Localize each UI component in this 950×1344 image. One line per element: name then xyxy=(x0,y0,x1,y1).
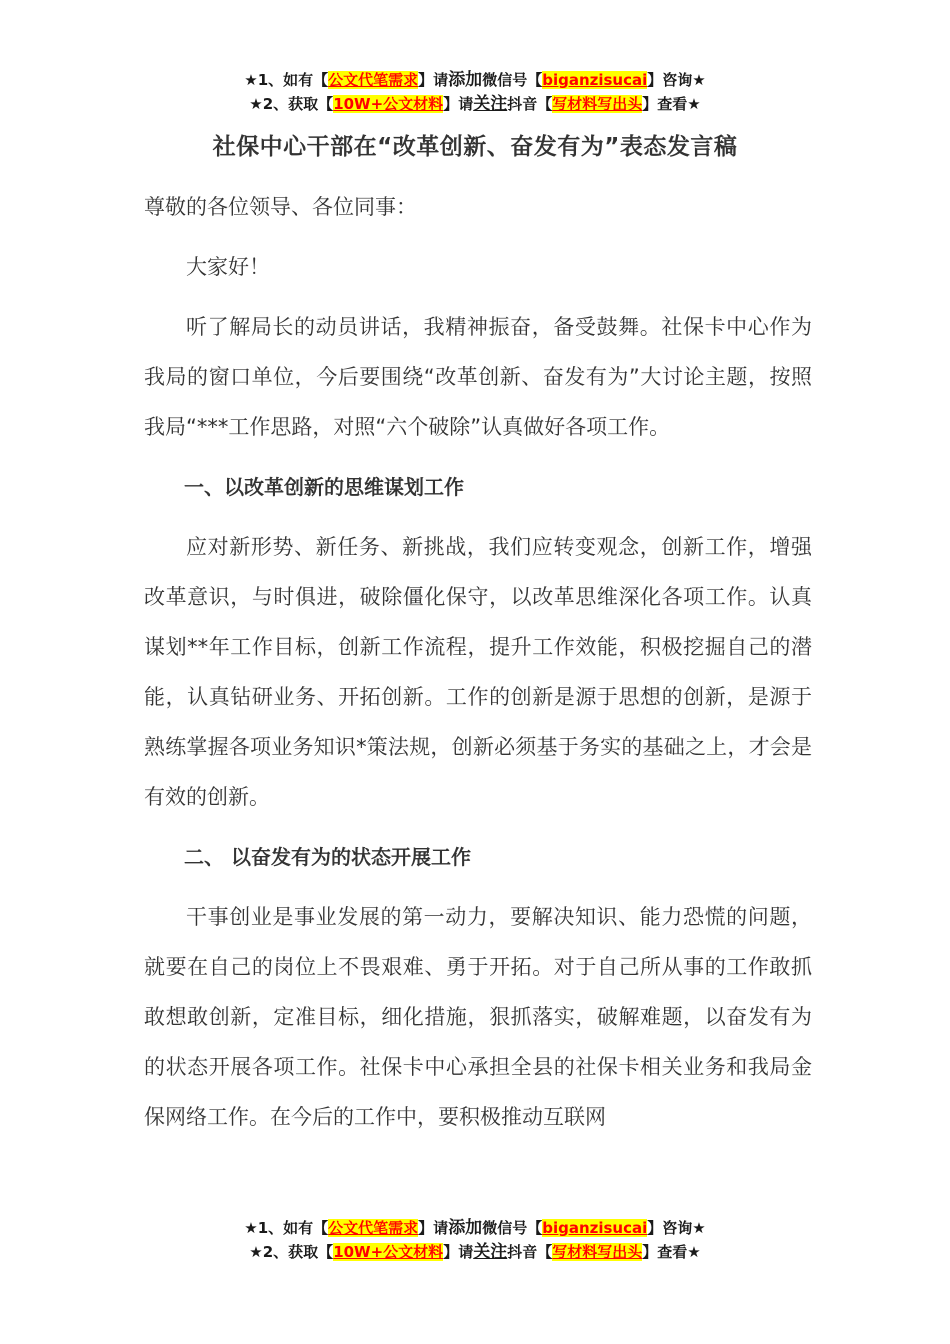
promo-text: 添加 xyxy=(448,70,483,90)
promo-text: 关注 xyxy=(473,94,508,114)
promo-text: ★2、获取【 xyxy=(249,1243,334,1261)
promo-highlight: 公文代笔需求 xyxy=(328,71,419,89)
intro-paragraph: 听了解局长的动员讲话，我精神振奋，备受鼓舞。社保卡中心作为我局的窗口单位，今后要围绕“改革创新、奋发有为”大讨论主题，按照我局“***工作思路，对照“六个破除”认真做好各项工作。 xyxy=(144,315,812,439)
promo-highlight: biganzisucai xyxy=(542,1219,648,1237)
document-body xyxy=(144,182,812,1142)
promo-line-2 xyxy=(0,92,950,116)
promo-highlight: 写材料写出头 xyxy=(552,95,643,113)
promo-text: 】请 xyxy=(443,1243,474,1261)
promo-text: 添加 xyxy=(448,1218,483,1238)
promo-text: 】咨询★ xyxy=(647,1219,706,1237)
promo-text: 抖音【 xyxy=(507,95,553,113)
document-title: 社保中心干部在“改革创新、奋发有为”表态发言稿 xyxy=(212,134,738,160)
section-2-heading: 二、 以奋发有为的状态开展工作 xyxy=(184,845,471,869)
section-1-paragraph: 应对新形势、新任务、新挑战，我们应转变观念，创新工作，增强改革意识，与时俱进，破除僵化保守，以改革思维深化各项工作。认真谋划**年工作目标，创新工作流程，提升工作效能，积极挖掘自己的潜能，认真钻研业务、开拓创新。工作的创新是源于思想的创新，是源于熟练掌握各项业务知识*策法规，创新必须基于务实的基础之上，才会是有效的创新。 xyxy=(144,535,812,809)
promo-text: ★1、如有【 xyxy=(244,71,329,89)
promo-highlight: biganzisucai xyxy=(542,71,648,89)
promo-highlight: 10W+公文材料 xyxy=(333,95,444,113)
section-1-heading: 一、以改革创新的思维谋划工作 xyxy=(184,475,464,499)
promo-text: ★2、获取【 xyxy=(249,95,334,113)
promo-line-1 xyxy=(0,1216,950,1240)
promo-header xyxy=(0,68,950,116)
promo-text: 】咨询★ xyxy=(647,71,706,89)
promo-text: 】请 xyxy=(418,1219,449,1237)
promo-line-2 xyxy=(0,1240,950,1264)
promo-text: 】查看★ xyxy=(642,95,701,113)
promo-line-1 xyxy=(0,68,950,92)
promo-text: 微信号【 xyxy=(482,1219,543,1237)
promo-text: 关注 xyxy=(473,1242,508,1262)
promo-text: ★1、如有【 xyxy=(244,1219,329,1237)
promo-text: 】请 xyxy=(418,71,449,89)
promo-footer xyxy=(0,1216,950,1264)
promo-highlight: 公文代笔需求 xyxy=(328,1219,419,1237)
section-2-paragraph: 干事创业是事业发展的第一动力，要解决知识、能力恐慌的问题，就要在自己的岗位上不畏艰难、勇于开拓。对于自己所从事的工作敢抓敢想敢创新，定准目标，细化措施，狠抓落实，破解难题，以奋发有为的状态开展各项工作。社保卡中心承担全县的社保卡相关业务和我局金保网络工作。在今后的工作中，要积极推动互联网 xyxy=(144,905,812,1129)
promo-text: 抖音【 xyxy=(507,1243,553,1261)
promo-highlight: 10W+公文材料 xyxy=(333,1243,444,1261)
salutation: 尊敬的各位领导、各位同事： xyxy=(144,195,417,219)
promo-text: 】查看★ xyxy=(642,1243,701,1261)
greeting: 大家好！ xyxy=(186,255,270,279)
promo-text: 】请 xyxy=(443,95,474,113)
promo-highlight: 写材料写出头 xyxy=(552,1243,643,1261)
promo-text: 微信号【 xyxy=(482,71,543,89)
